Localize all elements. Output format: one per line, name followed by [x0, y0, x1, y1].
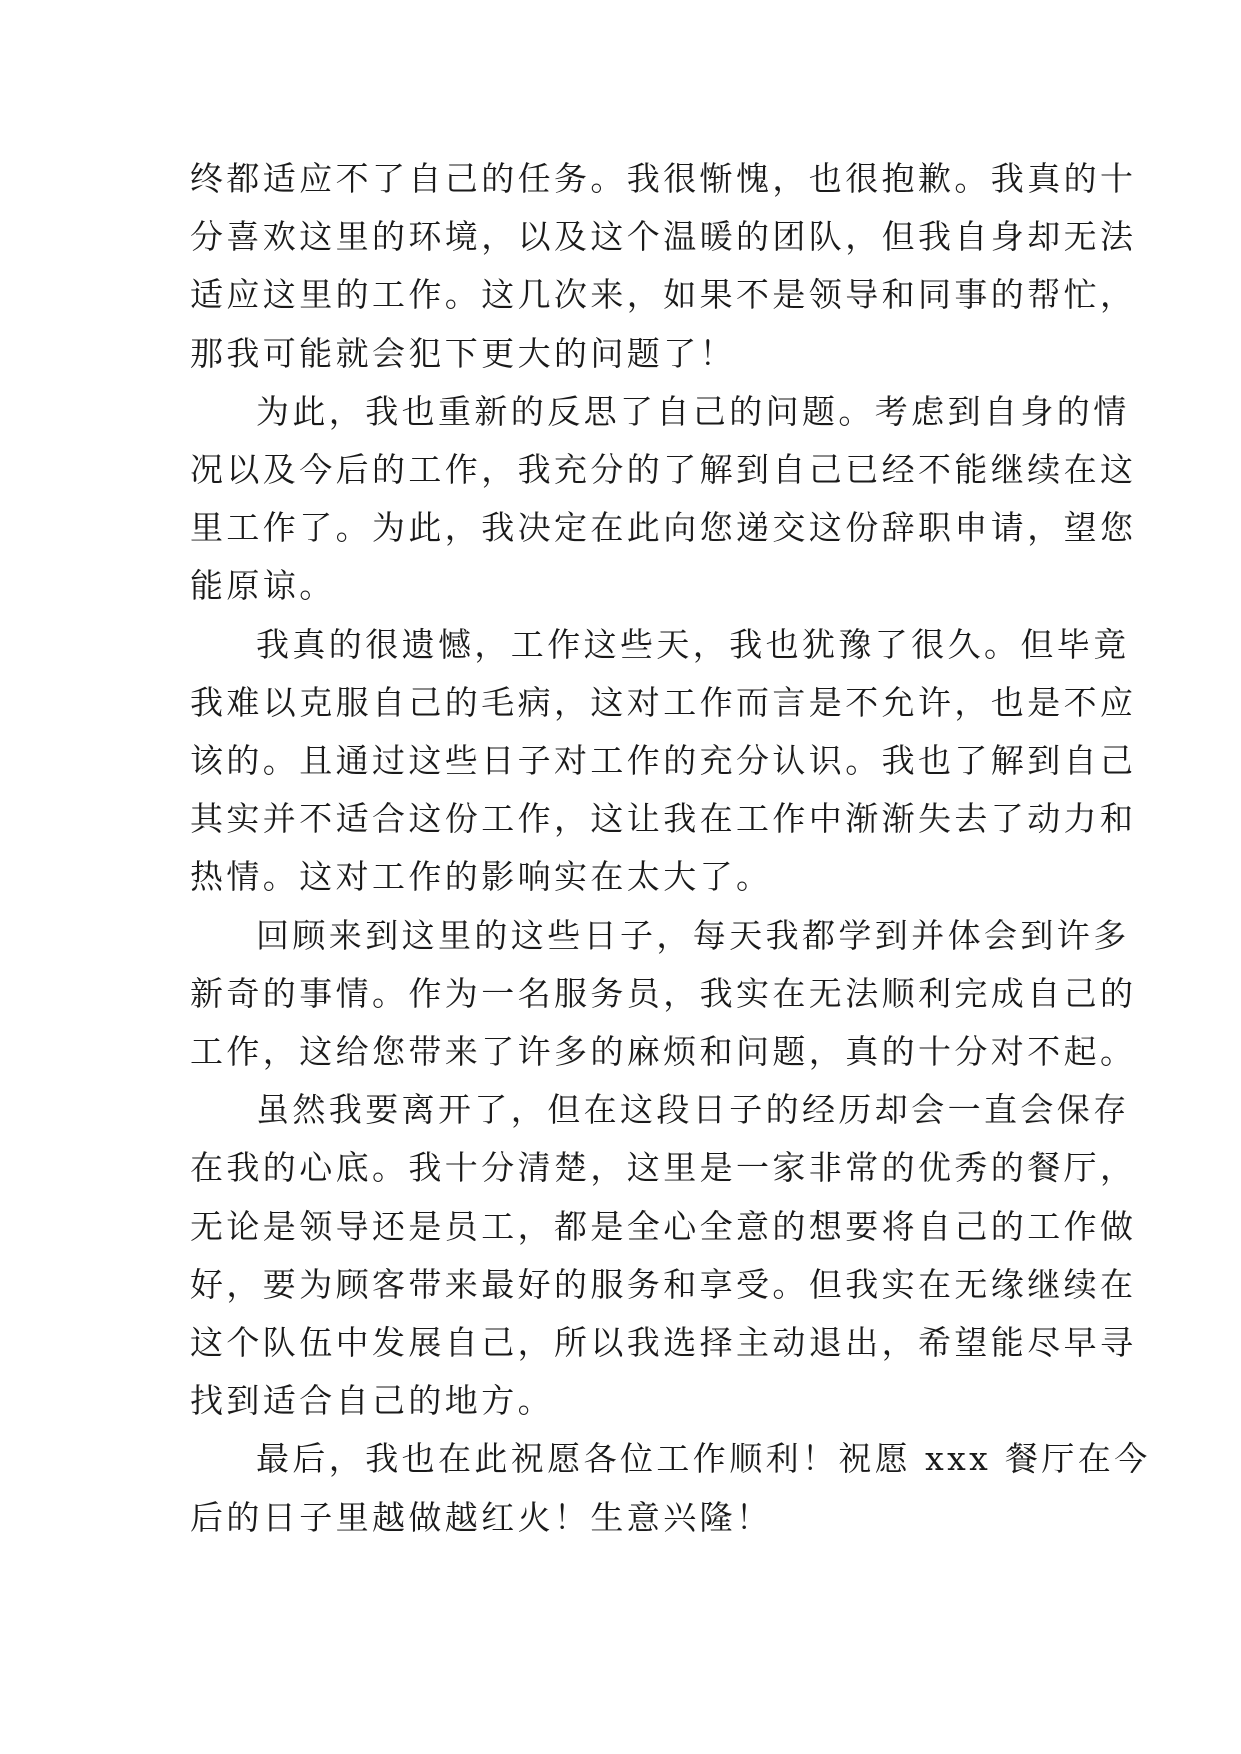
text-line: 无论是领导还是员工，都是全心全意的想要将自己的工作做: [190, 1206, 1137, 1246]
text-line: 终都适应不了自己的任务。我很惭愧，也很抱歉。我真的十: [190, 159, 1137, 198]
text-line: 这个队伍中发展自己，所以我选择主动退出，希望能尽早寻: [190, 1323, 1137, 1363]
letter-body: [190, 150, 1151, 1547]
paragraph-first-line: 为此，我也重新的反思了自己的问题。考虑到自身的情: [256, 391, 1130, 431]
paragraph-first-line: 最后，我也在此祝愿各位工作顺利！祝愿 xxx 餐厅在今: [256, 1439, 1151, 1479]
text-line: 分喜欢这里的环境，以及这个温暖的团队，但我自身却无法: [190, 217, 1137, 257]
text-line: 在我的心底。我十分清楚，这里是一家非常的优秀的餐厅，: [190, 1148, 1137, 1188]
text-line: 那我可能就会犯下更大的问题了！: [190, 333, 736, 373]
text-line: 里工作了。为此，我决定在此向您递交这份辞职申请，望您: [190, 508, 1137, 548]
text-line: 工作，这给您带来了许多的麻烦和问题，真的十分对不起。: [190, 1032, 1137, 1072]
text-line: 找到适合自己的地方。: [190, 1381, 554, 1421]
text-line: 适应这里的工作。这几次来，如果不是领导和同事的帮忙，: [190, 275, 1137, 315]
text-line: 其实并不适合这份工作，这让我在工作中渐渐失去了动力和: [190, 799, 1137, 839]
text-line: 况以及今后的工作，我充分的了解到自己已经不能继续在这: [190, 450, 1137, 490]
paragraph-first-line: 我真的很遗憾，工作这些天，我也犹豫了很久。但毕竟: [256, 624, 1130, 664]
text-line: 新奇的事情。作为一名服务员，我实在无法顺利完成自己的: [190, 973, 1137, 1013]
text-line: 我难以克服自己的毛病，这对工作而言是不允许，也是不应: [190, 682, 1137, 722]
text-line: 该的。且通过这些日子对工作的充分认识。我也了解到自己: [190, 741, 1137, 781]
paragraph-first-line: 回顾来到这里的这些日子，每天我都学到并体会到许多: [256, 915, 1130, 955]
text-line: 好，要为顾客带来最好的服务和享受。但我实在无缘继续在: [190, 1264, 1137, 1304]
text-line: 热情。这对工作的影响实在太大了。: [190, 857, 773, 897]
text-line: 后的日子里越做越红火！生意兴隆！: [190, 1497, 773, 1537]
paragraph-first-line: 虽然我要离开了，但在这段日子的经历却会一直会保存: [256, 1090, 1130, 1130]
text-line: 能原谅。: [190, 566, 336, 606]
